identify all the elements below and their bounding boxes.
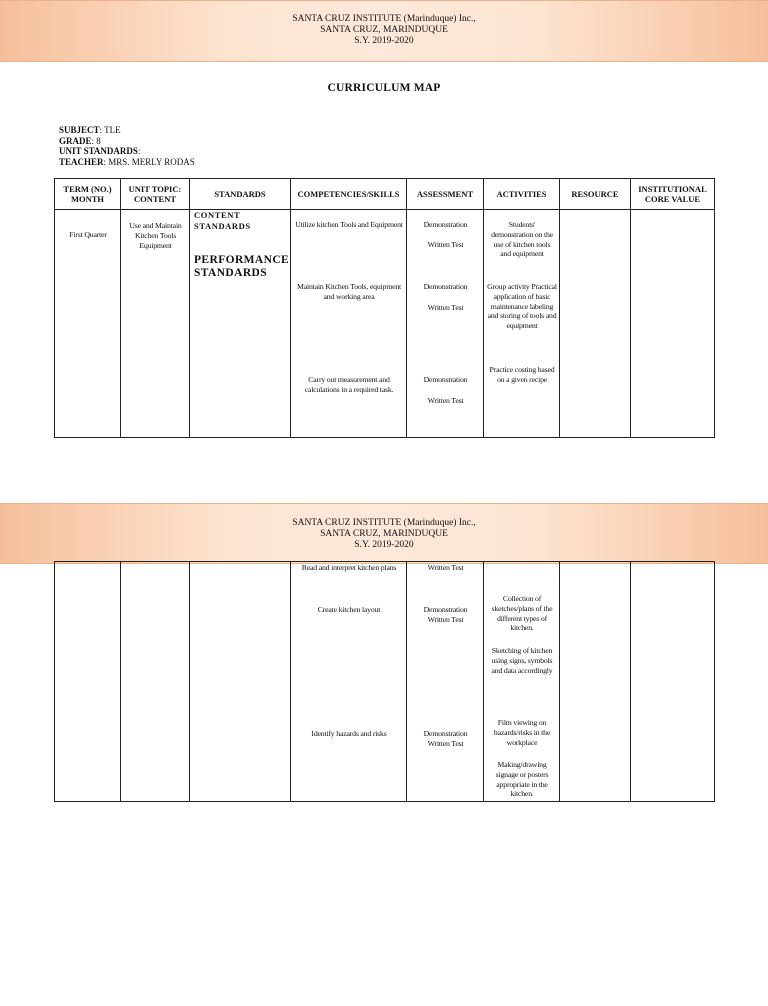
resource-cell	[560, 562, 631, 802]
competencies-cell	[291, 210, 407, 438]
col-header-resource: RESOURCE	[560, 179, 631, 210]
subject-value: : TLE	[99, 125, 121, 135]
school-header	[0, 14, 768, 47]
competency-item: Identify hazards and risks	[311, 729, 387, 738]
col-header-standards: STANDARDS	[190, 179, 291, 210]
competency-item: Carry out measurement and calculations in a required task.	[304, 375, 394, 394]
col-header-activities: ACTIVITIES	[484, 179, 560, 210]
performance-standards-label: PERFORMANCE STANDARDS	[194, 254, 290, 279]
competency-item: Read and interpret kitchen plans	[301, 563, 397, 572]
competency-item: Utilize kitchen Tools and Equipment	[295, 220, 403, 229]
subject-line	[59, 125, 195, 136]
page-header-band	[0, 503, 768, 564]
school-header	[0, 518, 768, 551]
table-header-row	[55, 179, 715, 210]
standards-cell	[190, 562, 291, 802]
unit-topic-cell	[121, 210, 190, 438]
core-value-cell	[631, 210, 715, 438]
term-cell	[55, 562, 121, 802]
competency-item: Maintain Kitchen Tools, equipment and working area	[296, 282, 401, 301]
assessment-item: Demonstration	[423, 375, 468, 384]
assessment-item: Written Test	[427, 240, 464, 249]
school-address: SANTA CRUZ, MARINDUQUE	[320, 529, 448, 539]
standards-cell	[190, 210, 291, 438]
assessment-item: Demonstration	[423, 282, 468, 291]
activities-cell	[484, 210, 560, 438]
assessment-item: Written Test	[427, 303, 464, 312]
assessment-item: Demonstration	[423, 220, 468, 229]
grade-label: GRADE	[59, 135, 92, 146]
school-year: S.Y. 2019-2020	[354, 36, 414, 46]
assessment-cell	[407, 562, 484, 802]
activity-item: Practice costing based on a given recipe	[489, 365, 555, 384]
assessment-item: Demonstration Written Test	[423, 605, 468, 624]
resource-cell	[560, 210, 631, 438]
assessment-item: Demonstration Written Test	[423, 729, 468, 748]
col-header-competencies: COMPETENCIES/SKILLS	[291, 179, 407, 210]
unit-standards-line	[59, 146, 195, 157]
activity-item: Film viewing on hazards/risks in the workplace	[493, 718, 551, 747]
competencies-cell	[291, 562, 407, 802]
activity-item: Sketching of kitchen using signs, symbols and data accordingly	[491, 646, 553, 675]
content-standards-label: CONTENT STANDARDS	[194, 210, 251, 231]
core-value-cell	[631, 562, 715, 802]
assessment-cell	[407, 210, 484, 438]
col-header-core-value: INSTITUTIONAL CORE VALUE	[631, 179, 715, 210]
table-row	[55, 562, 715, 802]
unit-topic-cell	[121, 562, 190, 802]
page-header-band	[0, 0, 768, 62]
unit-standards-label: UNIT STANDARDS	[59, 146, 138, 156]
col-header-assessment: ASSESSMENT	[407, 179, 484, 210]
table-row	[55, 210, 715, 438]
activity-item: Group activity Practical application of basic maintenance labeling and storing of tools and equipment	[487, 282, 557, 331]
term-value: First Quarter	[69, 230, 107, 239]
activity-item: Students' demonstration on the use of kitchen tools and equipment	[491, 220, 553, 259]
document-title: CURRICULUM MAP	[327, 82, 441, 94]
activities-cell	[484, 562, 560, 802]
unit-standards-value: :	[137, 146, 141, 156]
subject-label: SUBJECT	[59, 125, 100, 135]
school-year: S.Y. 2019-2020	[354, 540, 414, 550]
school-name: SANTA CRUZ INSTITUTE (Marinduque) Inc.,	[292, 14, 476, 24]
competency-item: Create kitchen layout	[317, 605, 381, 614]
teacher-label: TEACHER	[59, 156, 104, 167]
school-name: SANTA CRUZ INSTITUTE (Marinduque) Inc.,	[292, 518, 476, 528]
grade-value: : 8	[91, 135, 101, 146]
col-header-unit-topic: UNIT TOPIC: CONTENT	[121, 179, 190, 210]
col-header-term: TERM (NO.) MONTH	[55, 179, 121, 210]
teacher-line	[59, 157, 195, 168]
term-cell	[55, 210, 121, 438]
assessment-item: Written Test	[427, 396, 464, 405]
document-meta	[59, 125, 195, 167]
grade-line	[59, 136, 195, 147]
teacher-value: : MRS. MERLY RODAS	[103, 156, 195, 167]
curriculum-table-page2	[54, 561, 715, 802]
activity-item: Collection of sketches/plans of the different types of kitchen.	[491, 594, 553, 633]
activity-item: Making/drawing signage or posters appropriate in the kitchen.	[495, 760, 549, 799]
unit-topic-value: Use and Maintain Kitchen Tools Equipment	[129, 221, 182, 250]
assessment-item: Written Test	[427, 563, 464, 572]
school-address: SANTA CRUZ, MARINDUQUE	[320, 25, 448, 35]
curriculum-table-page1	[54, 178, 715, 438]
